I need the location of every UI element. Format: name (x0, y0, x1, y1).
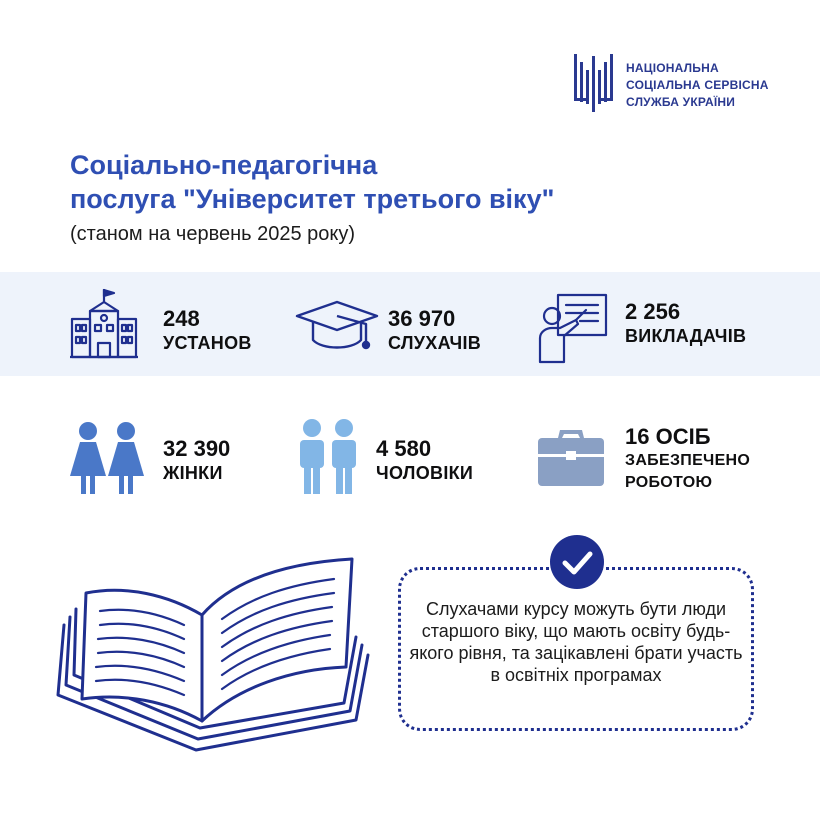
trident-emblem-icon (572, 52, 616, 114)
page-title (70, 148, 554, 216)
stat-label: УСТАНОВ (163, 333, 252, 353)
women-icon (70, 420, 146, 496)
page-subtitle: (станом на червень 2025 року) (70, 223, 356, 245)
stat-value: 16 ОСІБ (625, 424, 711, 449)
info-text: Слухачами курсу можуть бути люди старшого віку, що мають освіту будь-якого рівня, та зацікавлені брати участь в освітніх програмах (409, 599, 743, 685)
stat-listeners (388, 306, 481, 354)
open-book-icon (56, 545, 376, 765)
stat-label: РОБОТОЮ (625, 474, 713, 491)
stat-employed (625, 424, 750, 494)
title-line-1: Соціально-педагогічна (70, 150, 378, 180)
stat-value: 32 390 (163, 436, 231, 461)
stat-value: 36 970 (388, 306, 456, 331)
checkmark-icon (550, 535, 604, 589)
stat-label: ВИКЛАДАЧІВ (625, 326, 747, 346)
stat-women (163, 436, 230, 484)
graduation-cap-icon (294, 298, 380, 358)
stat-label: ЗАБЕЗПЕЧЕНО (625, 452, 751, 469)
stat-men (376, 436, 473, 484)
teacher-board-icon (536, 292, 610, 364)
title-line-2: послуга "Університет третього віку" (70, 184, 555, 214)
stat-label: СЛУХАЧІВ (388, 333, 482, 353)
checkmark-badge (550, 535, 604, 589)
stat-value: 2 256 (625, 299, 681, 324)
logo-text (626, 60, 769, 111)
men-icon (296, 418, 362, 496)
logo-line: СОЦІАЛЬНА СЕРВІСНА (626, 78, 769, 92)
stat-teachers (625, 299, 746, 347)
logo-line: СЛУЖБА УКРАЇНИ (626, 95, 736, 109)
briefcase-icon (536, 428, 606, 488)
stat-value: 248 (163, 306, 200, 331)
stat-label: ЧОЛОВІКИ (376, 463, 474, 483)
stat-label: ЖІНКИ (163, 463, 223, 483)
school-building-icon (68, 287, 140, 359)
logo-line: НАЦІОНАЛЬНА (626, 61, 719, 75)
stat-institutions (163, 306, 252, 354)
stat-value: 4 580 (376, 436, 432, 461)
